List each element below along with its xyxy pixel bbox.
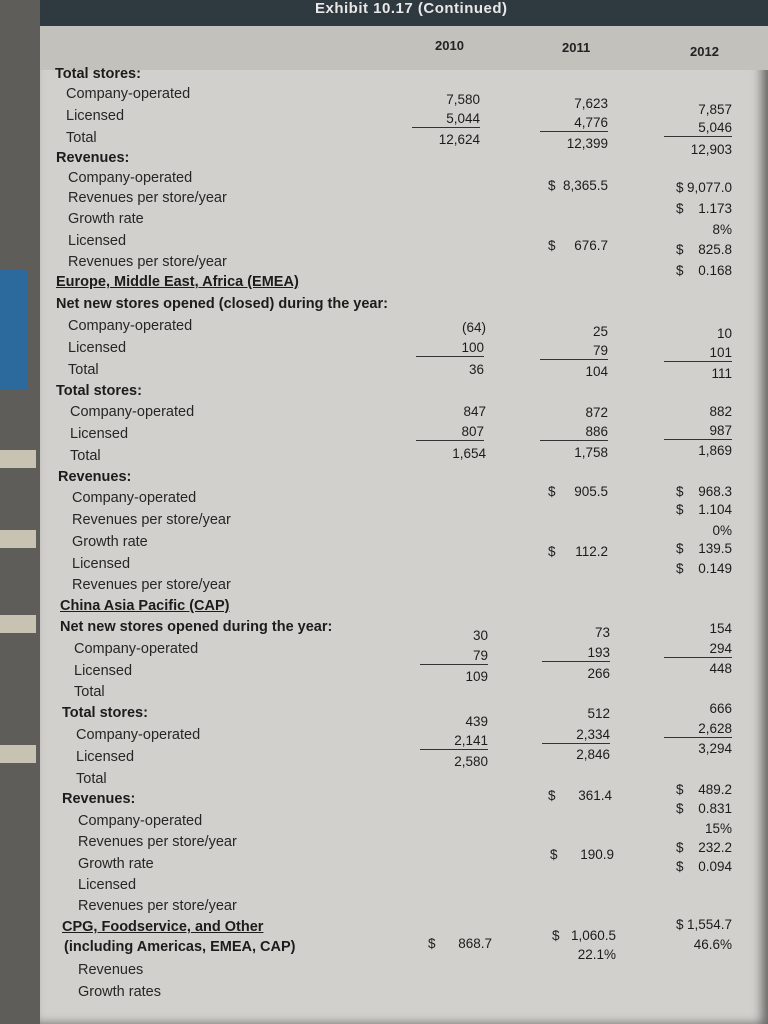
side-strip [0,450,36,468]
cell-value: 882 [709,404,732,419]
cell-value: 0.149 [698,561,732,576]
row-label-company-operated: Company-operated [68,318,193,334]
cell-value: 1,869 [698,443,732,458]
cell-value: (64) [461,320,486,335]
cell-value: 30 [472,628,488,643]
cell-value: 10 [716,326,732,341]
row-label-company-operated: Company-operated [66,86,191,102]
currency-symbol: $ [428,936,436,951]
cell-value: 872 [585,405,608,420]
currency-symbol: $ [548,484,556,499]
cell-value: 8% [712,222,732,237]
cell-value: 439 [465,714,488,729]
row-label-revenues-per-store: Revenues per store/year [72,512,231,528]
cell-value: 100 [416,340,484,357]
row-label-licensed: Licensed [68,233,127,249]
row-label-revenues-per-store: Revenues per store/year [72,577,231,593]
currency-symbol: $ [676,801,684,816]
exhibit-title: Exhibit 10.17 (Continued) [315,0,508,17]
row-label-total: Total [66,130,97,146]
row-label-licensed: Licensed [70,426,129,442]
row-label-revenues-per-store: Revenues per store/year [78,834,237,850]
cell-value: 73 [594,625,610,640]
cell-value: 7,857 [698,102,732,117]
cell-value: 1.104 [698,502,732,517]
row-label-growth-rates: Growth rates [78,984,161,1000]
cell-value: 7,623 [574,96,608,111]
currency-symbol: $ [676,502,684,517]
cell-value: 139.5 [698,541,732,556]
currency-symbol: $ [676,263,684,278]
row-label-revenues-per-store: Revenues per store/year [68,254,227,270]
row-label-company-operated: Company-operated [74,641,199,657]
year-2012-header: 2012 [690,44,719,59]
cell-value: 232.2 [698,840,732,855]
row-label-revenues: Revenues: [62,791,136,807]
cell-value: 825.8 [698,242,732,257]
row-label-licensed: Licensed [74,663,133,679]
cell-value: 12,399 [566,136,608,151]
cell-value: 266 [587,666,610,681]
cell-value: 968.3 [698,484,732,499]
row-label-licensed: Licensed [66,108,125,124]
currency-symbol: $ [676,484,684,499]
cell-value: 886 [540,424,608,441]
cell-value: 25 [592,324,608,339]
cell-value: 112.2 [575,544,608,559]
cell-value: 46.6% [693,937,732,952]
section-heading-cpg: CPG, Foodservice, and Other [62,919,264,935]
currency-symbol: $ [676,180,684,195]
cell-value: 987 [664,423,732,440]
cell-value: 12,624 [438,132,480,147]
row-label-company-operated: Company-operated [70,404,195,420]
row-label-total-stores: Total stores: [56,383,142,399]
cell-value: 868.7 [458,936,492,951]
row-label-total-stores: Total stores: [62,705,148,721]
row-label-revenues: Revenues: [58,469,132,485]
cell-value: 676.7 [574,238,608,253]
side-strip [0,530,36,548]
row-label-net-new: Net new stores opened during the year: [60,619,333,635]
cell-value: 2,628 [664,721,732,738]
row-label-total: Total [70,448,101,464]
year-2010-header: 2010 [435,38,464,53]
cell-value: 193 [542,645,610,662]
currency-symbol: $ [676,840,684,855]
row-label-licensed: Licensed [78,877,137,893]
row-label-net-new-closed: Net new stores opened (closed) during the year: [56,296,388,312]
cell-value: 2,846 [576,747,610,762]
row-label-growth-rate: Growth rate [78,856,154,872]
cell-value: 905.5 [574,484,608,499]
cell-value: 190.9 [580,847,614,862]
currency-symbol: $ [676,561,684,576]
row-label-revenues-per-store: Revenues per store/year [68,190,227,206]
cell-value: 489.2 [698,782,732,797]
row-label-revenues: Revenues: [56,150,130,166]
cell-value: 9,077.0 [686,180,732,195]
row-label-revenues-per-store: Revenues per store/year [78,898,237,914]
row-label-company-operated: Company-operated [78,813,203,829]
cell-value: 7,580 [446,92,480,107]
row-label-revenues: Revenues [78,962,144,978]
cell-value: 448 [709,661,732,676]
year-2011-header: 2011 [562,40,591,55]
row-label-total-stores: Total stores: [55,66,141,82]
cell-value: 79 [540,343,608,360]
section-heading-emea: Europe, Middle East, Africa (EMEA) [56,274,299,290]
cell-value: 666 [709,701,732,716]
row-label-total: Total [76,771,107,787]
cell-value: 3,294 [698,741,732,756]
cell-value: 22.1% [577,947,616,962]
row-label-company-operated: Company-operated [68,170,193,186]
cell-value: 12,903 [690,142,732,157]
cell-value: 1,758 [574,445,608,460]
cell-value: 847 [463,404,486,419]
cell-value: 104 [585,364,608,379]
cell-value: 512 [587,706,610,721]
currency-symbol: $ [548,788,556,803]
side-strip [0,615,36,633]
cell-value: 15% [704,821,732,836]
cell-value: 0.168 [698,263,732,278]
cell-value: 0.094 [698,859,732,874]
row-label-licensed: Licensed [72,556,131,572]
row-label-total: Total [68,362,99,378]
cell-value: 101 [664,345,732,362]
row-label-licensed: Licensed [68,340,127,356]
title-bar [40,0,768,26]
cell-value: 36 [468,362,484,377]
cell-value: 294 [664,641,732,658]
currency-symbol: $ [550,847,558,862]
section-heading-cap: China Asia Pacific (CAP) [60,598,230,614]
currency-symbol: $ [676,541,684,556]
cell-value: 0% [712,523,732,538]
cell-value: 807 [416,424,484,441]
cell-value: 1,654 [452,446,486,461]
row-label-licensed: Licensed [76,749,135,765]
currency-symbol: $ [676,201,684,216]
cell-value: 4,776 [540,115,608,132]
row-label-company-operated: Company-operated [76,727,201,743]
cell-value: 5,044 [412,111,480,128]
cell-value: 2,141 [420,733,488,750]
row-label-total: Total [74,684,105,700]
cell-value: 2,580 [454,754,488,769]
currency-symbol: $ [548,544,556,559]
side-strip [0,745,36,763]
cell-value: 1,060.5 [570,928,616,943]
currency-symbol: $ [676,859,684,874]
cell-value: 2,334 [542,727,610,744]
cell-value: 361.4 [578,788,612,803]
row-label-company-operated: Company-operated [72,490,197,506]
cell-value: 79 [420,648,488,665]
cell-value: 1.173 [698,201,732,216]
row-label-including: (including Americas, EMEA, CAP) [64,939,296,955]
currency-symbol: $ [676,782,684,797]
year-header-row [40,26,768,70]
row-label-growth-rate: Growth rate [72,534,148,550]
currency-symbol: $ [676,242,684,257]
cell-value: 1,554.7 [686,917,732,932]
cell-value: 109 [465,669,488,684]
currency-symbol: $ [548,178,556,193]
side-tab-marker [0,270,28,390]
currency-symbol: $ [676,917,684,932]
cell-value: 111 [711,366,732,381]
cell-value: 5,046 [664,120,732,137]
row-label-growth-rate: Growth rate [68,211,144,227]
currency-symbol: $ [548,238,556,253]
currency-symbol: $ [552,928,560,943]
cell-value: 8,365.5 [562,178,608,193]
cell-value: 0.831 [698,801,732,816]
cell-value: 154 [709,621,732,636]
